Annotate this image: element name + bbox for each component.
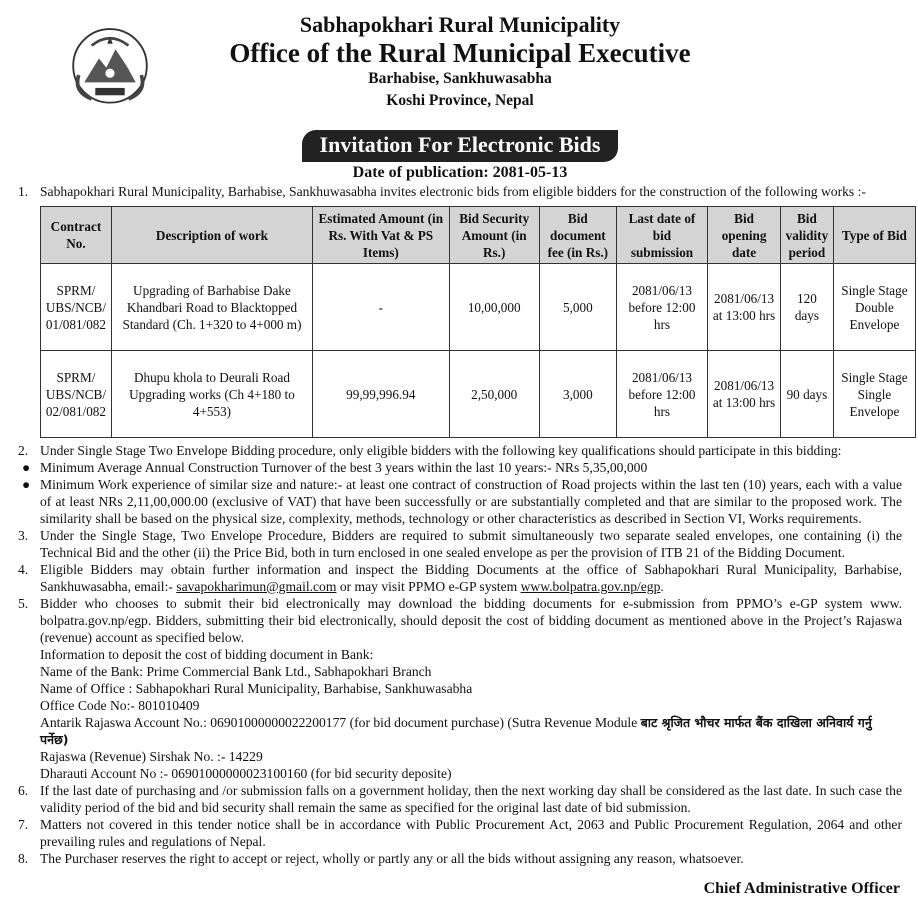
rajaswa-account	[18, 714, 902, 748]
qualification-bullet	[18, 459, 902, 476]
column-header: Description of work	[111, 207, 312, 264]
table-cell: Dhupu khola to Deurali Road Upgrading works (Ch 4+180 to 4+553)	[111, 351, 312, 438]
table-cell: Single Stage Double Envelope	[833, 264, 915, 351]
clause-1	[18, 183, 902, 200]
column-header: Contract No.	[41, 207, 112, 264]
clause-number: 8.	[18, 851, 29, 866]
clause-5	[18, 595, 902, 646]
bids-table	[40, 206, 916, 438]
location-line: Barhabise, Sankhuwasabha	[368, 70, 552, 87]
publication-date: Date of publication: 2081-05-13	[352, 164, 568, 181]
clause-3	[18, 527, 902, 561]
table-cell: 2,50,000	[449, 351, 539, 438]
clause-text: If the last date of purchasing and /or submission falls on a government holiday, then the next working day shall be considered as the last date. In such case the validity period of the bid and bid security shall remain the same as specified for the original last date of bid submission.	[40, 783, 902, 815]
clause-6	[18, 782, 902, 816]
office-code: Office Code No:- 801010409	[40, 698, 200, 713]
table-cell: Upgrading of Barhabise Dake Khandbari Road to Blacktopped Standard (Ch. 1+320 to 4+000 m)	[111, 264, 312, 351]
table-row	[41, 351, 916, 438]
column-header: Bid validity period	[781, 207, 834, 264]
clause-4	[18, 561, 902, 595]
table-cell: 3,000	[539, 351, 616, 438]
clause-text: Bidder who chooses to submit their bid electronically may download the bidding documents for e-submission from PPMO’s e-GP system www. bolpatra.gov.np/egp. Bidders, submitting their bid electronically, should deposit the cost of bidding document as mentioned above in the Project’s Rajaswa (revenue) account as specified below.	[40, 596, 902, 645]
table-cell: Single Stage Single Envelope	[833, 351, 915, 438]
bullet-icon: ●	[22, 460, 31, 475]
clause-text: Under the Single Stage, Two Envelope Procedure, Bidders are required to submit simultaneously two separate sealed envelopes, one containing (i) the Technical Bid and the other (ii) the Price Bid, both in turn enclosed in one sealed envelope as per the provision of ITB 21 of the Bidding Document.	[40, 528, 902, 560]
bank-name: Name of the Bank: Prime Commercial Bank Ltd., Sabhapokhari Branch	[40, 664, 432, 679]
clause-text: .	[660, 579, 664, 594]
rajaswa-nepali-note: बाट श्रृजित भौचर मार्फत बैंक दाखिला अनिवार्य गर्नु पर्नेछ)	[40, 715, 872, 747]
bullet-text: Minimum Average Annual Construction Turnover of the best 3 years within the last 10 years:- NRs 5,35,00,000	[40, 460, 648, 475]
clause-7	[18, 816, 902, 850]
notice-header	[18, 0, 902, 125]
clause-text: Matters not covered in this tender notice shall be in accordance with Public Procurement Act, 2063 and Public Procurement Regulation, 2064 and other prevailing rules and regulations of Nepal.	[40, 817, 902, 849]
clause-text: Eligible Bidders may obtain further information and inspect the Bidding Documents at the office of Sabhapokhari Rural Municipality, Barhabise, Sankhuwasabha, email:-	[40, 562, 902, 594]
table-cell: 2081/06/13 before 12:00 hrs	[616, 351, 707, 438]
table-cell: 2081/06/13 before 12:00 hrs	[616, 264, 707, 351]
clause-number: 3.	[18, 528, 29, 543]
clause-number: 5.	[18, 596, 29, 611]
table-cell: SPRM/ UBS/NCB/ 02/081/082	[41, 351, 112, 438]
province-line: Koshi Province, Nepal	[386, 92, 534, 109]
clause-text: Under Single Stage Two Envelope Bidding procedure, only eligible bidders with the following key qualifications should participate in this bidding:	[40, 443, 842, 458]
column-header: Last date of bid submission	[616, 207, 707, 264]
clause-number: 6.	[18, 783, 29, 798]
rajaswa-account-text: Antarik Rajaswa Account No.: 06901000000022200177 (for bid document purchase) (Sutra Revenue Module	[40, 715, 638, 730]
office-name-line: Name of Office : Sabhapokhari Rural Municipality, Barhabise, Sankhuwasabha	[40, 681, 473, 696]
dharauti-account: Dharauti Account No :- 06901000000023100160 (for bid security deposite)	[40, 766, 452, 781]
clause-number: 1.	[18, 184, 29, 199]
clause-8	[18, 850, 902, 867]
clause-number: 7.	[18, 817, 29, 832]
nepal-emblem-icon	[64, 18, 156, 110]
clause-text: or may visit PPMO e-GP system	[339, 579, 518, 594]
column-header: Bid opening date	[708, 207, 781, 264]
qualification-bullet	[18, 476, 902, 527]
email-link[interactable]: savapokharimun@gmail.com	[176, 579, 337, 594]
column-header: Bid Security Amount (in Rs.)	[449, 207, 539, 264]
table-row	[41, 264, 916, 351]
bullet-text: Minimum Work experience of similar size and nature:- at least one contract of construction of Road projects within the last ten (10) years, each with a value of at least NRs 2,11,00,000.00 (exclusive of VAT) that have been successfully or are substantially completed and that are similar to the proposed work. The similarity shall be based on the physical size, complexity, methods, technology or other characteristics as described in Section VI, Works requirements.	[40, 477, 902, 526]
notice-title: Invitation For Electronic Bids	[302, 130, 619, 162]
table-cell: 99,99,996.94	[313, 351, 449, 438]
clause-number: 2.	[18, 443, 29, 458]
table-cell: 2081/06/13 at 13:00 hrs	[708, 264, 781, 351]
sirshak-number: Rajaswa (Revenue) Sirshak No. :- 14229	[40, 749, 263, 764]
egp-website-link[interactable]: www.bolpatra.gov.np/egp	[520, 579, 661, 594]
table-header-row	[41, 207, 916, 264]
table-cell: 2081/06/13 at 13:00 hrs	[708, 351, 781, 438]
municipality-name: Sabhapokhari Rural Municipality	[299, 12, 621, 37]
table-cell: SPRM/ UBS/NCB/ 01/081/082	[41, 264, 112, 351]
column-header: Estimated Amount (in Rs. With Vat & PS Items)	[313, 207, 449, 264]
table-cell: -	[313, 264, 449, 351]
clause-text: Sabhapokhari Rural Municipality, Barhabise, Sankhuwasabha invites electronic bids from eligible bidders for the construction of the following works :-	[40, 184, 866, 199]
clause-2	[18, 442, 902, 459]
table-cell: 120 days	[781, 264, 834, 351]
table-cell: 5,000	[539, 264, 616, 351]
bank-info-heading: Information to deposit the cost of bidding document in Bank:	[40, 647, 374, 662]
table-cell: 90 days	[781, 351, 834, 438]
clause-text: The Purchaser reserves the right to accept or reject, wholly or partly any or all the bids without assigning any reason, whatsoever.	[40, 851, 744, 866]
clause-number: 4.	[18, 562, 29, 577]
signature-title: Chief Administrative Officer	[703, 880, 900, 897]
office-name: Office of the Rural Municipal Executive	[229, 38, 691, 68]
table-cell: 10,00,000	[449, 264, 539, 351]
bullet-icon: ●	[22, 477, 31, 492]
column-header: Bid document fee (in Rs.)	[539, 207, 616, 264]
column-header: Type of Bid	[833, 207, 915, 264]
